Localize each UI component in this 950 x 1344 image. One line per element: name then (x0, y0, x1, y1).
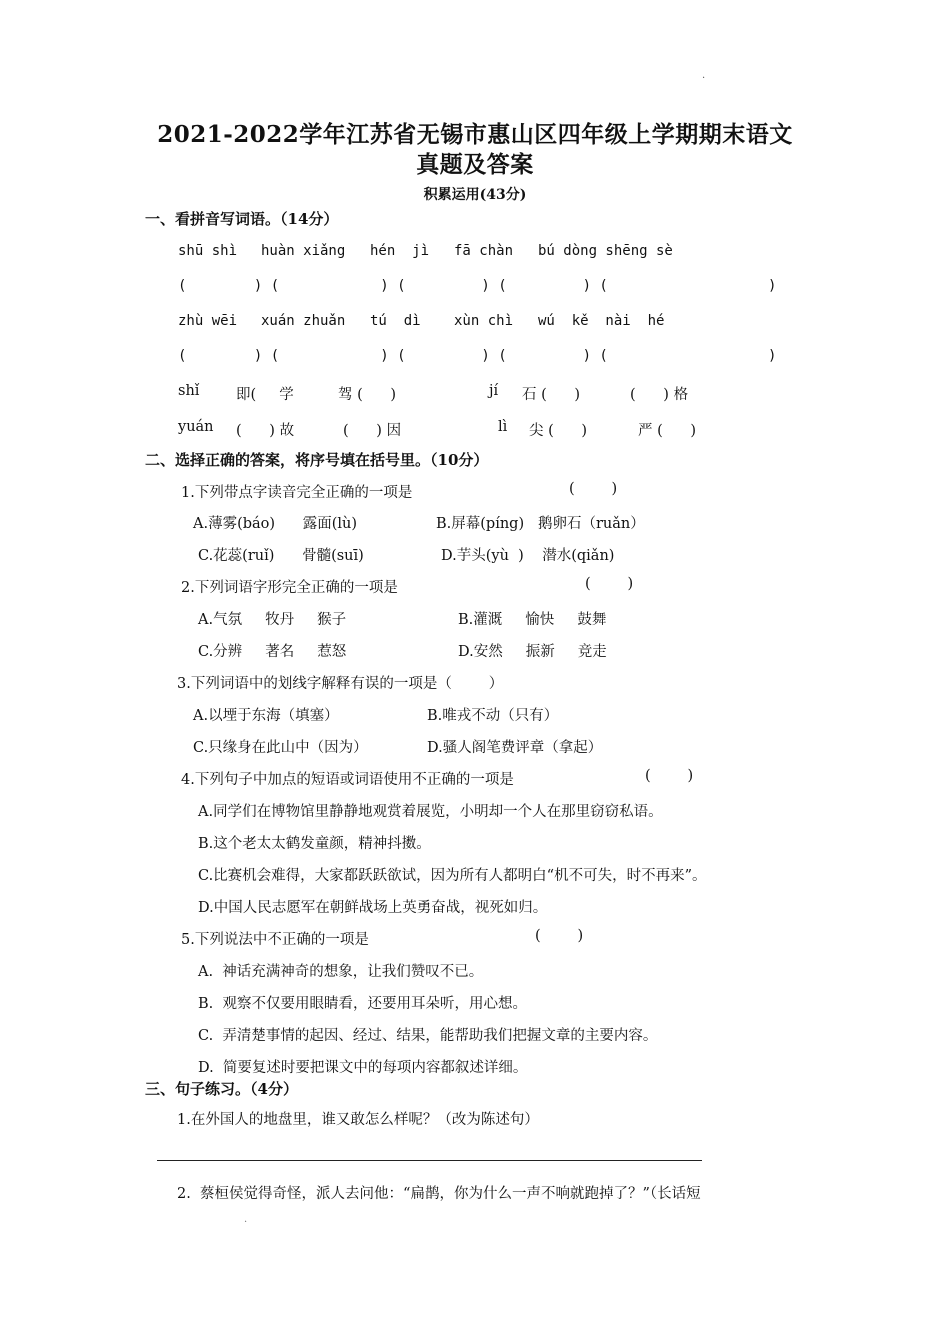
q4-option-c: C.比赛机会难得，大家都跃跃欲试，因为所有人都明白“机不可失，时不再来”。 (198, 868, 707, 884)
doc-subtitle: 积累运用(43分) (423, 187, 527, 203)
pinyin-word: xùn chì (454, 313, 514, 329)
page-dot-mark: . (702, 70, 706, 81)
q5-answer-paren[interactable]: ( ) (535, 928, 584, 944)
q3-stem: 3.下列词语中的划线字解释有误的一项是（ ） (177, 676, 504, 692)
q4-answer-paren[interactable]: ( ) (645, 768, 694, 784)
q1-stem: 1.下列带点字读音完全正确的一项是 (181, 485, 413, 501)
pinyin-word: hén jì (370, 243, 430, 259)
q2-option-c: C.分辨 著名 惹怒 (198, 644, 347, 660)
q4-option-b: B.这个老太太鹤发童颜，精神抖擞。 (198, 836, 431, 852)
homophone-item[interactable]: 驾 ( ) (338, 387, 397, 403)
homophone-item: shǐ (178, 383, 200, 399)
q5-stem: 5.下列说法中不正确的一项是 (181, 932, 369, 948)
homophone-item[interactable]: ( ) 故 (236, 423, 295, 439)
q1-answer-paren[interactable]: ( ) (569, 481, 618, 497)
q2-option-a: A.气氛 牧丹 猴子 (198, 612, 347, 628)
q1-option-b: B.屏幕(píng) 鹅卵石（ruǎn） (436, 516, 645, 532)
q5-option-c: C. 弄清楚事情的起因、经过、结果，能帮助我们把握文章的主要内容。 (198, 1028, 658, 1044)
q2-option-d: D.安然 振新 竞走 (458, 644, 607, 660)
homophone-item[interactable]: 即( 学 (236, 387, 294, 403)
pinyin-word: fā chàn (454, 243, 514, 259)
q1-option-c: C.花蕊(ruǐ) 骨髓(suī) (198, 548, 364, 564)
s3-q1: 1.在外国人的地盘里，谁又敢怎么样呢？（改为陈述句） (177, 1112, 539, 1128)
answer-blanks-row-2[interactable]: ( ) ( ) ( ) ( ) ( ) (178, 348, 777, 364)
pinyin-word: shū shì (178, 243, 238, 259)
q3-option-b: B.唯戎不动（只有） (427, 708, 559, 724)
homophone-item[interactable]: 石 ( ) (522, 387, 581, 403)
q1-option-a: A.薄雾(báo) 露面(lù) (193, 516, 357, 532)
page-dot-mark-bottom: . (244, 1214, 248, 1225)
q2-answer-paren[interactable]: ( ) (585, 576, 634, 592)
q5-option-d: D. 简要复述时要把课文中的每项内容都叙述详细。 (198, 1060, 528, 1076)
homophone-item[interactable]: 尖 ( ) (529, 423, 588, 439)
section3-heading: 三、句子练习。（4分） (145, 1080, 298, 1098)
q3-option-c: C.只缘身在此山中（因为） (193, 740, 368, 756)
doc-title-line1: 2021-2022学年江苏省无锡市惠山区四年级上学期期末语文 (157, 121, 793, 148)
q4-stem: 4.下列句子中加点的短语或词语使用不正确的一项是 (181, 772, 514, 788)
doc-title-line2: 真题及答案 (416, 151, 534, 178)
q2-stem: 2.下列词语字形完全正确的一项是 (181, 580, 398, 596)
homophone-item[interactable]: ( ) 格 (630, 387, 689, 403)
q5-option-b: B. 观察不仅要用眼睛看，还要用耳朵听，用心想。 (198, 996, 527, 1012)
q3-option-d: D.骚人阁笔费评章（拿起） (427, 740, 603, 756)
pinyin-word: zhù wēi (178, 313, 238, 329)
pinyin-word: xuán zhuǎn (261, 313, 346, 329)
q3-option-a: A.以堙于东海（填塞） (193, 708, 339, 724)
q1-option-d: D.芋头(yù ) 潜水(qiǎn) (441, 548, 615, 564)
pinyin-word: bú dòng shēng sè (538, 243, 673, 259)
s3-q2: 2. 蔡桓侯觉得奇怪，派人去问他：“扁鹊，你为什么一声不响就跑掉了？”（长话短 (177, 1186, 701, 1202)
q4-option-d: D.中国人民志愿军在朝鲜战场上英勇奋战，视死如归。 (198, 900, 548, 916)
section1-heading: 一、看拼音写词语。（14分） (145, 210, 339, 228)
answer-line[interactable] (157, 1160, 702, 1161)
pinyin-word: wú kě nài hé (538, 313, 665, 329)
q2-option-b: B.灌溉 愉快 鼓舞 (458, 612, 607, 628)
section2-heading: 二、选择正确的答案，将序号填在括号里。（10分） (145, 451, 489, 469)
q4-option-a: A.同学们在博物馆里静静地观赏着展览，小明却一个人在那里窃窃私语。 (198, 804, 663, 820)
pinyin-word: tú dì (370, 313, 421, 329)
homophone-item[interactable]: ( ) 因 (343, 423, 402, 439)
homophone-item: jí (489, 383, 499, 399)
homophone-item[interactable]: 严 ( ) (638, 423, 697, 439)
homophone-item: yuán (178, 419, 214, 435)
homophone-item: lì (498, 419, 508, 435)
answer-blanks-row-1[interactable]: ( ) ( ) ( ) ( ) ( ) (178, 278, 777, 294)
q5-option-a: A. 神话充满神奇的想象，让我们赞叹不已。 (198, 964, 484, 980)
pinyin-word: huàn xiǎng (261, 243, 346, 259)
